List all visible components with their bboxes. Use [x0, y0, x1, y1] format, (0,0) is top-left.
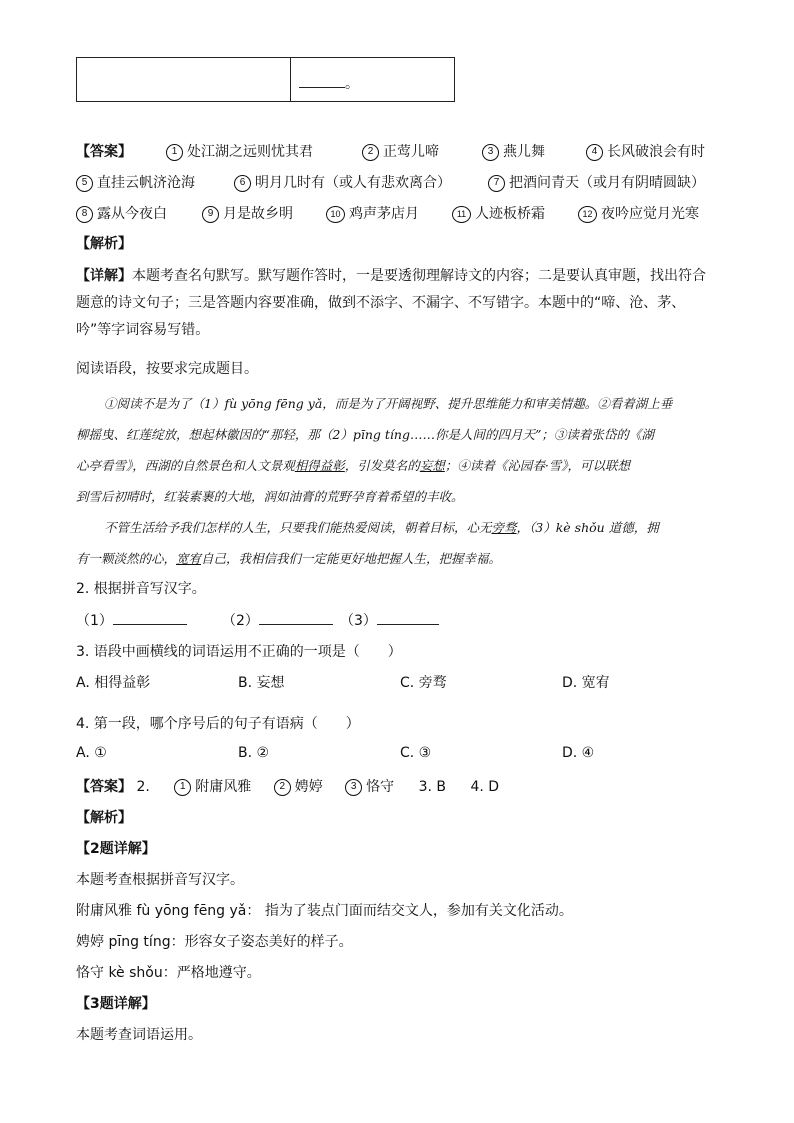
table-blank: 。 [299, 73, 359, 93]
answer-table [76, 57, 455, 102]
circle-number-icon: 1 [174, 779, 191, 796]
circle-number-icon: 12 [578, 206, 597, 223]
q2-detail-line: 娉婷 pīng tíng：形容女子姿态美好的样子。 [76, 934, 353, 950]
answer-label: 【答案】 [76, 779, 132, 795]
q3-option-b[interactable]: B. 妄想 [238, 675, 285, 691]
question-3: 3. 语段中画横线的词语运用不正确的一项是（ ） [76, 644, 402, 660]
blank-3[interactable]: （3） [340, 610, 439, 630]
circle-number-icon: 6 [234, 175, 251, 192]
q4-option-a[interactable]: A. ① [76, 745, 107, 761]
circle-number-icon: 3 [482, 144, 499, 161]
blank-1[interactable]: （1） [76, 610, 187, 630]
detail-paragraph: 【详解】本题考查名句默写。默写题作答时，一是要透彻理解诗文的内容；二是要认真审题，找出符合 题意的诗文句子；三是答题内容要准确，做到不添字、不漏字、不写错字。本题中的“啼、沧、茅、 吟”等字词容易写错。 [76, 268, 706, 338]
answer-item-5: 5 直挂云帆济沧海 [76, 172, 195, 192]
table-cell-left [77, 58, 291, 101]
q4-option-b[interactable]: B. ② [238, 745, 270, 761]
q3-detail-line: 本题考查词语运用。 [76, 1027, 202, 1043]
reading-passage: ①阅读不是为了（1）fù yōng fēng yǎ，而是为了开阔视野、提升思维能力和审美情趣。②看着湖上垂 柳摇曳、红莲绽放，想起林徽因的“那轻，那（2）pīng tíng……你是人间的四月天”；③读着张岱的《湖 心亭看雪》，西湖的自然景色和人文景观相得益彰，引发莫名的妄想；④读着《沁园春·雪》，可以联想 到雪后初晴时，红装素裹的大地，润如油膏的荒野孕育着希望的丰收。 不管生活给予我们怎样的人生，只要我们能热爱阅读，朝着目标，心无旁骛，（3）kè shǒu 道德，拥 有一颗淡然的心，宽宥自己，我相信我们一定能更好地把握人生，把握幸福。 [76, 396, 673, 566]
circle-number-icon: 10 [326, 206, 345, 223]
q3-detail-label: 【3题详解】 [76, 996, 156, 1012]
q2-detail-line: 本题考查根据拼音写汉字。 [76, 872, 244, 888]
answer-item-6: 6 明月几时有（或人有悲欢离合） [234, 172, 451, 192]
answer-item-2: 2 正莺儿啼 [362, 141, 439, 161]
underlined-word: 相得益彰 [294, 458, 345, 473]
answer-item-3: 3 燕儿舞 [482, 141, 545, 161]
answer-label: 【答案】 [76, 144, 132, 160]
underlined-word: 旁骛 [491, 520, 517, 535]
q4-option-c[interactable]: C. ③ [400, 745, 432, 761]
answer-item-12: 12 夜吟应觉月光寒 [578, 203, 699, 223]
circle-number-icon: 2 [274, 779, 291, 796]
answer-item-10: 10 鸡声茅店月 [326, 203, 419, 223]
circle-number-icon: 11 [452, 206, 471, 223]
circle-number-icon: 7 [488, 175, 505, 192]
circle-number-icon: 1 [166, 144, 183, 161]
circle-number-icon: 4 [586, 144, 603, 161]
answer-item-8: 8 露从今夜白 [76, 203, 167, 223]
table-cell-right [291, 58, 454, 101]
answer-item-7: 7 把酒问青天（或月有阴晴圆缺） [488, 172, 705, 192]
circle-number-icon: 5 [76, 175, 93, 192]
blank-2[interactable]: （2） [222, 610, 333, 630]
answer-item-9: 9 月是故乡明 [202, 203, 293, 223]
q2-detail-line: 恪守 kè shǒu：严格地遵守。 [76, 965, 261, 981]
underlined-word: 宽宥 [176, 551, 202, 566]
answer-item-1: 1 处江湖之远则忧其君 [166, 141, 313, 161]
answer-item-4: 4 长风破浪会有时 [586, 141, 705, 161]
circle-number-icon: 9 [202, 206, 219, 223]
question-4: 4. 第一段，哪个序号后的句子有语病（ ） [76, 716, 360, 732]
circle-number-icon: 8 [76, 206, 93, 223]
q3-option-c[interactable]: C. 旁骛 [400, 675, 447, 691]
answer-item-11: 11 人迹板桥霜 [452, 203, 545, 223]
q2-detail-label: 【2题详解】 [76, 841, 156, 857]
question-2: 2. 根据拼音写汉字。 [76, 581, 206, 597]
q3-option-a[interactable]: A. 相得益彰 [76, 675, 151, 691]
analysis-label-2: 【解析】 [76, 810, 132, 826]
q3-option-d[interactable]: D. 宽宥 [562, 675, 610, 691]
reading-intro: 阅读语段，按要求完成题目。 [76, 361, 258, 377]
circle-number-icon: 3 [345, 779, 362, 796]
q4-option-d[interactable]: D. ④ [562, 745, 595, 761]
q2-detail-line: 附庸风雅 fù yōng fēng yǎ： 指为了装点门面而结交文人，参加有关文化活动。 [76, 903, 573, 919]
answer-2-row: 【答案】 2. 1 附庸风雅 2 娉婷 3 恪守 3. B 4. D [76, 779, 500, 795]
analysis-label: 【解析】 [76, 236, 132, 252]
circle-number-icon: 2 [362, 144, 379, 161]
underlined-word: 妄想 [419, 458, 445, 473]
